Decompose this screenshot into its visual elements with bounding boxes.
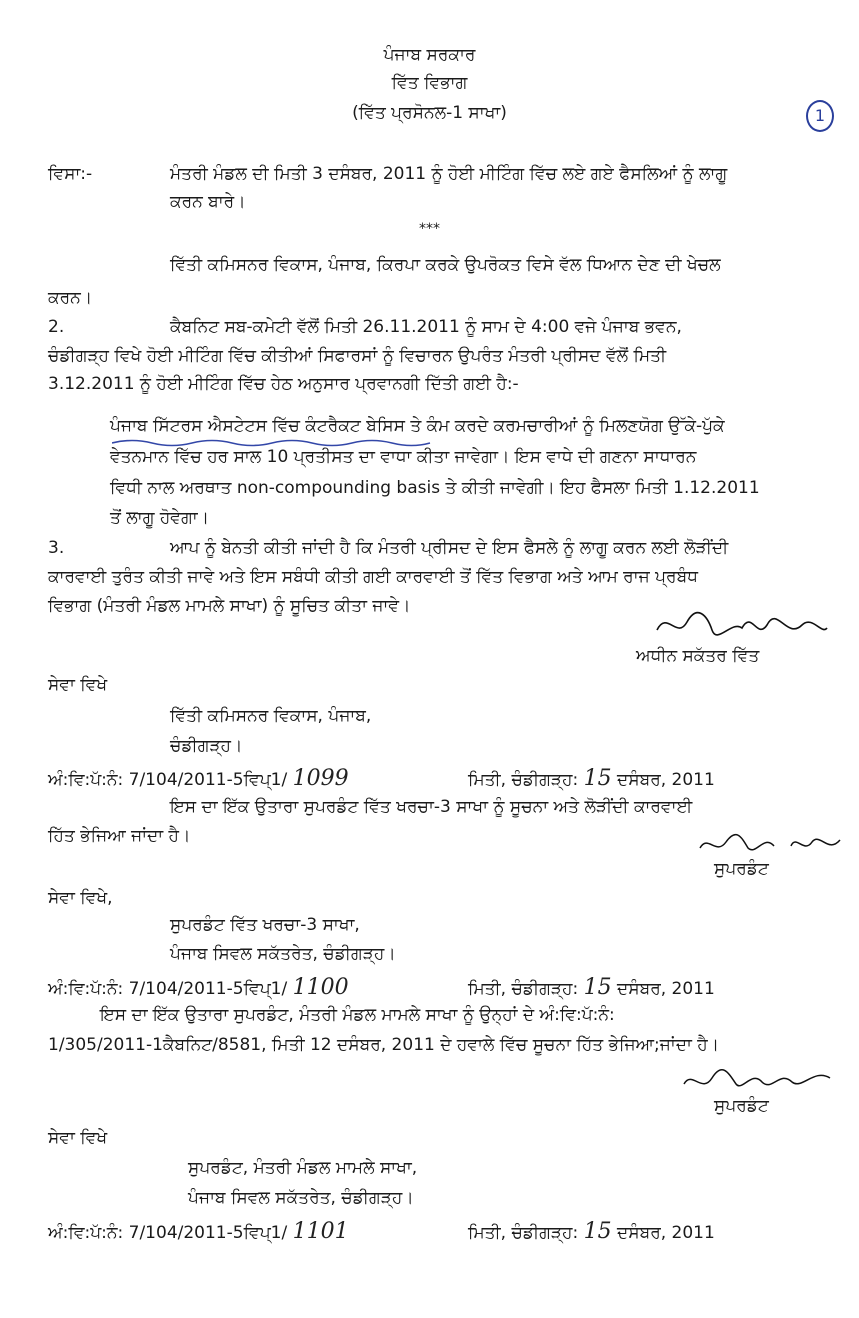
block2-copy-line-1: ਇਸ ਦਾ ਇੱਕ ਉਤਾਰਾ ਸੁਪਰਡੰਟ, ਮੰਤਰੀ ਮੰਡਲ ਮਾਮਲੇ ਸਾਖਾ ਨੂੰ ਉਨ੍ਹਾਂ ਦੇ ਅੰ:ਵਿ:ਪੱ:ਨੰ: <box>100 1005 615 1025</box>
block1-reference <box>48 765 349 794</box>
block1-address-1: ਵਿੱਤੀ ਕਮਿਸਨਰ ਵਿਕਾਸ, ਪੰਜਾਬ, <box>170 706 372 726</box>
block1-seva: ਸੇਵਾ ਵਿਖੇ <box>48 675 108 695</box>
block1-date-handwritten: 15 <box>583 766 612 791</box>
block3-ref-handwritten: 1101 <box>292 1219 349 1244</box>
signature-under-secretary <box>652 600 832 650</box>
decision-line-1: ਪੰਜਾਬ ਸਿੱਟਰਸ ਐਸਟੇਟਸ ਵਿੱਚ ਕੰਟਰੈਕਟ ਬੇਸਿਸ ਤੇ ਕੰਮ ਕਰਦੇ ਕਰਮਚਾਰੀਆਂ ਨੂੰ ਮਿਲਣਯੋਗ ਉੱਕੇ-ਪੁੱਕੇ <box>110 416 725 436</box>
block2-date-suffix: ਦਸੰਬਰ, 2011 <box>617 979 715 999</box>
subject-label: ਵਿਸਾ:- <box>48 164 93 184</box>
block2-ref-handwritten: 1100 <box>292 975 349 1000</box>
block2-address-1: ਸੁਪਰਡੰਟ ਵਿੱਤ ਖਰਚਾ-3 ਸਾਖਾ, <box>170 915 360 935</box>
para1-line-2: ਕਰਨ। <box>48 288 93 308</box>
signature-superintendent-2 <box>680 1064 840 1098</box>
block2-date-prefix: ਮਿਤੀ, ਚੰਡੀਗੜ੍ਹ: <box>468 979 579 999</box>
block2-address-2: ਪੰਜਾਬ ਸਿਵਲ ਸਕੱਤਰੇਤ, ਚੰਡੀਗੜ੍ਹ। <box>170 944 396 964</box>
block3-date-handwritten: 15 <box>583 1219 612 1244</box>
block1-address-2: ਚੰਡੀਗੜ੍ਹ। <box>170 736 243 756</box>
decision-line-2: ਵੇਤਨਮਾਨ ਵਿੱਚ ਹਰ ਸਾਲ 10 ਪ੍ਰਤੀਸਤ ਦਾ ਵਾਧਾ ਕੀਤਾ ਜਾਵੇਗਾ। ਇਸ ਵਾਧੇ ਦੀ ਗਣਨਾ ਸਾਧਾਰਨ <box>110 447 697 467</box>
block1-ref-handwritten: 1099 <box>292 766 349 791</box>
header-title: ਪੰਜਾਬ ਸਰਕਾਰ <box>383 45 476 65</box>
block2-ref-prefix: ਅੰ:ਵਿ:ਪੱ:ਨੰ: 7/104/2011-5ਵਿਪ੍1/ <box>48 979 288 999</box>
para2-number: 2. <box>48 317 65 337</box>
block3-reference <box>48 1218 349 1247</box>
para3-line-2: ਕਾਰਵਾਈ ਤੁਰੰਤ ਕੀਤੀ ਜਾਵੇ ਅਤੇ ਇਸ ਸਬੰਧੀ ਕੀਤੀ ਗਈ ਕਾਰਵਾਈ ਤੋਂ ਵਿੱਤ ਵਿਭਾਗ ਅਤੇ ਆਮ ਰਾਜ ਪ੍ਰਬੰਧ <box>48 567 698 587</box>
header-branch: (ਵਿੱਤ ਪ੍ਰਸੋਨਲ-1 ਸਾਖਾ) <box>352 103 507 123</box>
block2-date <box>468 974 715 1003</box>
signature1-designation: ਅਧੀਨ ਸਕੱਤਰ ਵਿੱਤ <box>636 646 760 666</box>
para3-line-3: ਵਿਭਾਗ (ਮੰਤਰੀ ਮੰਡਲ ਮਾਮਲੇ ਸਾਖਾ) ਨੂੰ ਸੂਚਿਤ ਕੀਤਾ ਜਾਵੇ। <box>48 596 411 616</box>
separator-stars: *** <box>419 221 440 237</box>
block3-address-2: ਪੰਜਾਬ ਸਿਵਲ ਸਕੱਤਰੇਤ, ਚੰਡੀਗੜ੍ਹ। <box>188 1188 414 1208</box>
signature-superintendent-1 <box>696 826 846 862</box>
subject-line-2: ਕਰਨ ਬਾਰੇ। <box>170 192 246 212</box>
block1-date-prefix: ਮਿਤੀ, ਚੰਡੀਗੜ੍ਹ: <box>468 770 579 790</box>
para2-line-3: 3.12.2011 ਨੂੰ ਹੋਈ ਮੀਟਿੰਗ ਵਿੱਚ ਹੇਠ ਅਨੁਸਾਰ ਪ੍ਰਵਾਨਗੀ ਦਿੱਤੀ ਗਈ ਹੈ:- <box>48 374 519 394</box>
block3-date-prefix: ਮਿਤੀ, ਚੰਡੀਗੜ੍ਹ: <box>468 1223 579 1243</box>
block1-ref-prefix: ਅੰ:ਵਿ:ਪੱ:ਨੰ: 7/104/2011-5ਵਿਪ੍1/ <box>48 770 288 790</box>
block1-date <box>468 765 715 794</box>
block2-sign-designation: ਸੁਪਰਡੰਟ <box>714 1096 769 1116</box>
para3-line-1: ਆਪ ਨੂੰ ਬੇਨਤੀ ਕੀਤੀ ਜਾਂਦੀ ਹੈ ਕਿ ਮੰਤਰੀ ਪ੍ਰੀਸਦ ਦੇ ਇਸ ਫੈਸਲੇ ਨੂੰ ਲਾਗੂ ਕਰਨ ਲਈ ਲੋੜੀਂਦੀ <box>170 538 729 558</box>
block3-seva: ਸੇਵਾ ਵਿਖੇ <box>48 1128 108 1148</box>
decision-line-3: ਵਿਧੀ ਨਾਲ ਅਰਥਾਤ non-compounding basis ਤੇ ਕੀਤੀ ਜਾਵੇਗੀ। ਇਹ ਫੈਸਲਾ ਮਿਤੀ 1.12.2011 <box>110 478 760 498</box>
para3-number: 3. <box>48 538 65 558</box>
para2-line-2: ਚੰਡੀਗੜ੍ਹ ਵਿਖੇ ਹੋਈ ਮੀਟਿੰਗ ਵਿੱਚ ਕੀਤੀਆਂ ਸਿਫਾਰਸਾਂ ਨੂੰ ਵਿਚਾਰਨ ਉਪਰੰਤ ਮੰਤਰੀ ਪ੍ਰੀਸਦ ਵੱਲੋਂ ਮਿਤੀ <box>48 346 667 366</box>
block2-seva: ਸੇਵਾ ਵਿਖੇ, <box>48 888 113 908</box>
block3-ref-prefix: ਅੰ:ਵਿ:ਪੱ:ਨੰ: 7/104/2011-5ਵਿਪ੍1/ <box>48 1223 288 1243</box>
para2-line-1: ਕੈਬਨਿਟ ਸਬ-ਕਮੇਟੀ ਵੱਲੋਂ ਮਿਤੀ 26.11.2011 ਨੂੰ ਸਾਮ ਦੇ 4:00 ਵਜੇ ਪੰਜਾਬ ਭਵਨ, <box>170 317 682 337</box>
block2-date-handwritten: 15 <box>583 975 612 1000</box>
block2-copy-line-2: 1/305/2011-1ਕੈਬਨਿਟ/8581, ਮਿਤੀ 12 ਦਸੰਬਰ, 2011 ਦੇ ਹਵਾਲੇ ਵਿੱਚ ਸੂਚਨਾ ਹਿੱਤ ਭੇਜਿਆ;ਜਾਂਦਾ ਹੈ। <box>48 1035 720 1055</box>
block1-copy-line-1: ਇਸ ਦਾ ਇੱਕ ਉਤਾਰਾ ਸੁਪਰਡੰਟ ਵਿੱਤ ਖਰਚਾ-3 ਸਾਖਾ ਨੂੰ ਸੂਚਨਾ ਅਤੇ ਲੋੜੀਂਦੀ ਕਾਰਵਾਈ <box>170 797 693 817</box>
para1-line-1: ਵਿੱਤੀ ਕਮਿਸਨਰ ਵਿਕਾਸ, ਪੰਜਾਬ, ਕਿਰਪਾ ਕਰਕੇ ਉਪਰੋਕਤ ਵਿਸੇ ਵੱਲ ਧਿਆਨ ਦੇਣ ਦੀ ਖੇਚਲ <box>170 255 721 275</box>
block3-date <box>468 1218 715 1247</box>
block3-address-1: ਸੁਪਰਡੰਟ, ਮੰਤਰੀ ਮੰਡਲ ਮਾਮਲੇ ਸਾਖਾ, <box>188 1158 418 1178</box>
subject-line-1: ਮੰਤਰੀ ਮੰਡਲ ਦੀ ਮਿਤੀ 3 ਦਸੰਬਰ, 2011 ਨੂੰ ਹੋਈ ਮੀਟਿੰਗ ਵਿੱਚ ਲਏ ਗਏ ਫੈਸਲਿਆਂ ਨੂੰ ਲਾਗੂ <box>170 164 728 184</box>
header-department: ਵਿੱਤ ਵਿਭਾਗ <box>391 73 468 93</box>
block2-reference <box>48 974 349 1003</box>
block1-sign-designation: ਸੁਪਰਡੰਟ <box>714 859 769 879</box>
page-number-circle: 1 <box>806 100 834 132</box>
decision-line-4: ਤੋਂ ਲਾਗੂ ਹੋਵੇਗਾ। <box>110 508 210 528</box>
block1-copy-line-2: ਹਿੱਤ ਭੇਜਿਆ ਜਾਂਦਾ ਹੈ। <box>48 826 191 846</box>
block1-date-suffix: ਦਸੰਬਰ, 2011 <box>617 770 715 790</box>
block3-date-suffix: ਦਸੰਬਰ, 2011 <box>617 1223 715 1243</box>
